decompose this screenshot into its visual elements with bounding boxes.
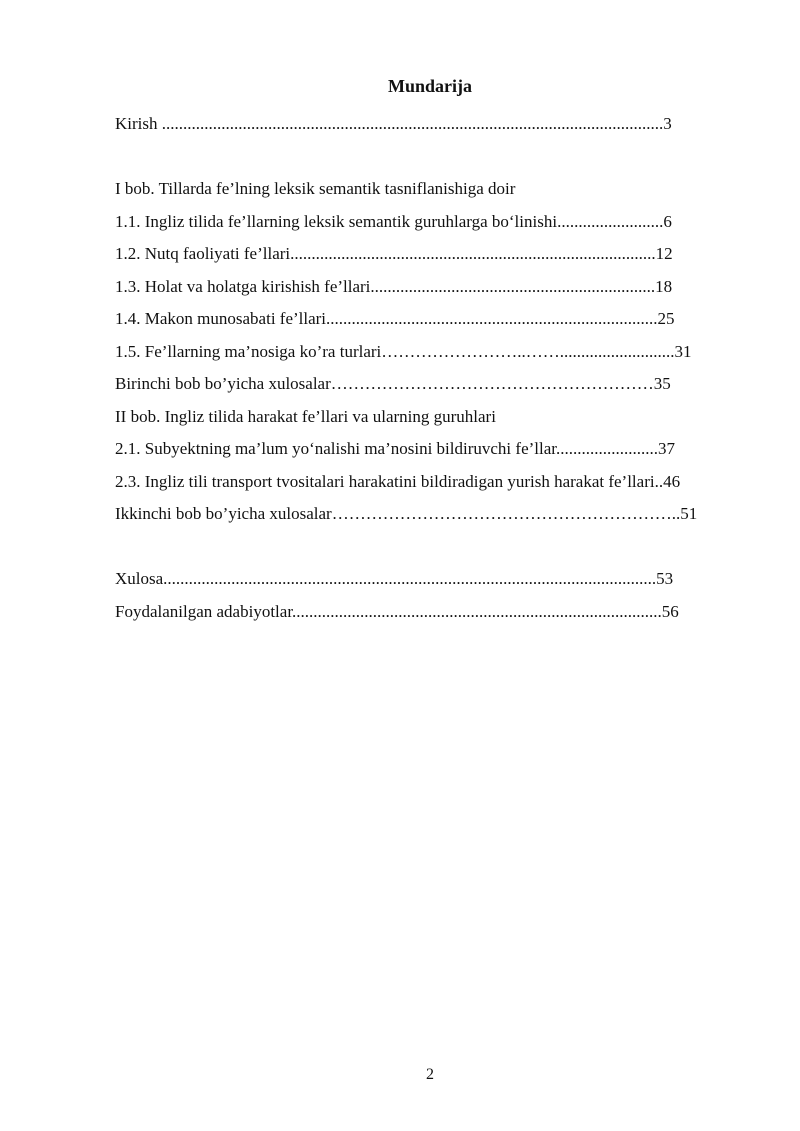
page-number: 2 [426, 1066, 434, 1083]
toc-entry-1-1: 1.1. Ingliz tilida fe’llarning leksik semantik guruhlarga bo‘linishi.........................6 [115, 211, 672, 231]
toc-entry-1-3: 1.3. Holat va holatga kirishish fe’llari...................................................................18 [115, 276, 673, 296]
toc-spacer [115, 531, 745, 564]
toc-entry-2-3: 2.3. Ingliz tili transport tvositalari harakatini bildiradigan yurish harakat fe’llari..46 [115, 471, 681, 491]
table-of-contents [115, 108, 745, 628]
toc-entry-1-2: 1.2. Nutq faoliyati fe’llari......................................................................................12 [115, 244, 673, 263]
toc-entry-1-4: 1.4. Makon munosabati fe’llari..............................................................................25 [115, 309, 675, 328]
toc-entry-chapter-2-conclusions: Ikkinchi bob bo’yicha xulosalar……………………………………………………..51 [115, 504, 698, 523]
toc-entry-2-1: 2.1. Subyektning ma’lum yo‘nalishi ma’nosini bildiruvchi fe’llar........................37 [115, 439, 675, 458]
toc-entry-xulosa: Xulosa....................................................................................................................53 [115, 569, 674, 588]
toc-entry-bibliography: Foydalanilgan adabiyotlar.......................................................................................56 [115, 601, 679, 621]
toc-entry-chapter-1-conclusions: Birinchi bob bo’yicha xulosalar…………………………………………………35 [115, 374, 671, 393]
toc-chapter-1-heading: I bob. Tillarda fe’lning leksik semantik tasniflanishiga doir [115, 179, 516, 198]
toc-chapter-2-heading: II bob. Ingliz tilida harakat fe’llari va ularning guruhlari [115, 406, 496, 426]
toc-spacer [115, 141, 745, 174]
toc-entry-kirish: Kirish ......................................................................................................................3 [115, 114, 672, 133]
page-title: Mundarija [387, 76, 472, 96]
toc-entry-1-5: 1.5. Fe’llarning ma’nosiga ko’ra turlari……………………..……...........................31 [115, 341, 692, 361]
